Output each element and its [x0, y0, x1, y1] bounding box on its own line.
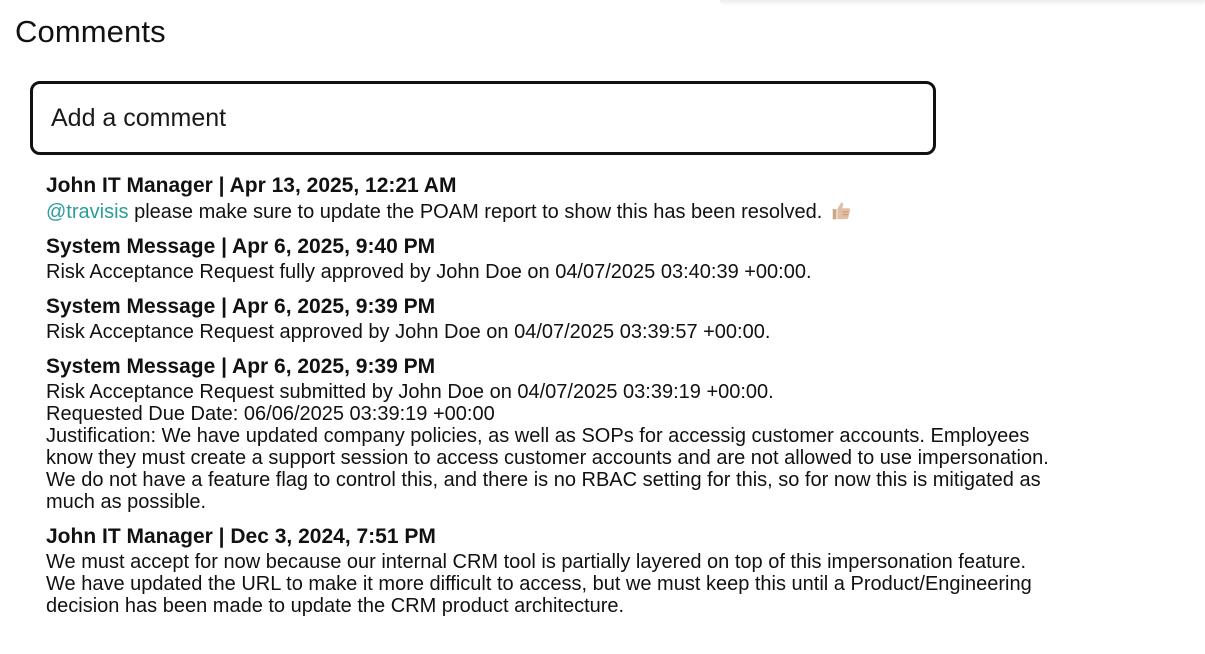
comment-line: We must accept for now because our internal CRM tool is partially layered on top of this impersonation feature. [46, 551, 1027, 573]
thumbs-up-icon [830, 200, 852, 222]
user-mention-link[interactable]: @travisis [46, 201, 129, 223]
comment-header: System Message | Apr 6, 2025, 9:40 PM [46, 235, 436, 258]
comment-line: We have updated the URL to make it more difficult to access, but we must keep this until a Product/Engineering [46, 573, 1032, 595]
comment-item [46, 293, 1196, 343]
comment-item [46, 172, 1196, 223]
comment-line: decision has been made to update the CRM product architecture. [46, 595, 625, 617]
comment-body [46, 381, 1196, 513]
comment-line: We do not have a feature flag to control this, and there is no RBAC setting for this, so for now this is mitigated as [46, 469, 1041, 491]
add-comment-input[interactable] [33, 84, 933, 152]
comment-line: Risk Acceptance Request submitted by John Doe on 04/07/2025 03:39:19 +00:00. [46, 381, 774, 403]
comment-body [46, 321, 1196, 343]
comment-item [46, 353, 1196, 513]
comment-item [46, 233, 1196, 283]
comment-line: know they must create a support session to access customer accounts and are not allowed to use impersonation. [46, 447, 1049, 469]
comment-item [46, 523, 1196, 617]
comments-list [46, 172, 1196, 627]
comment-line: Risk Acceptance Request approved by John Doe on 04/07/2025 03:39:57 +00:00. [46, 321, 771, 343]
comment-line: Requested Due Date: 06/06/2025 03:39:19 +00:00 [46, 403, 495, 425]
comment-header: John IT Manager | Apr 13, 2025, 12:21 AM [46, 174, 457, 197]
comment-line: Risk Acceptance Request fully approved by John Doe on 04/07/2025 03:40:39 +00:00. [46, 261, 812, 283]
comment-line: Justification: We have updated company policies, as well as SOPs for accessig customer accounts. Employees [46, 425, 1030, 447]
comment-header: System Message | Apr 6, 2025, 9:39 PM [46, 355, 436, 378]
comments-title: Comments [15, 14, 166, 49]
comment-text: please make sure to update the POAM report to show this has been resolved. [128, 201, 823, 223]
comment-body [46, 200, 1196, 223]
comment-body [46, 261, 1196, 283]
comment-header: John IT Manager | Dec 3, 2024, 7:51 PM [46, 525, 436, 548]
comment-line: much as possible. [46, 491, 207, 513]
comment-body [46, 551, 1196, 617]
comment-header: System Message | Apr 6, 2025, 9:39 PM [46, 295, 436, 318]
add-comment-box[interactable] [30, 81, 936, 155]
